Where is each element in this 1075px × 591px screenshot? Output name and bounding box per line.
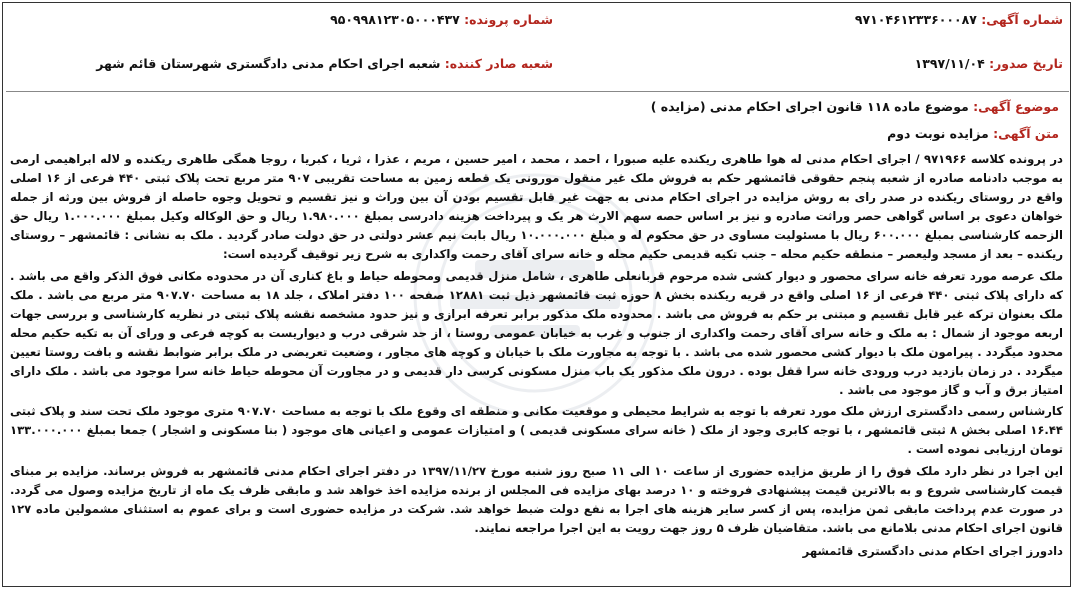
subject-label: موضوع آگهی: [973, 99, 1059, 114]
file-number [330, 12, 553, 27]
signature: دادورز اجرای احکام مدنی دادگستری قائمشهر [802, 543, 1063, 558]
issuer-value: شعبه اجرای احکام مدنی دادگستری شهرستان قائم شهر [96, 56, 441, 71]
issue-date-value: ۱۳۹۷/۱۱/۰۴ [914, 56, 985, 71]
ad-number [855, 12, 1063, 27]
paragraph-property: ملک عرصه مورد تعرفه خانه سرای محصور و دیوار کشی شده مرحوم قربانعلی طاهری ، شامل منزل قدیمی ومحوطه حیاط و باغ کناری آن در محدوده مکانی فوق الذکر واقع می باشد . که دارای پلاک ثبتی ۴۴۰ فرعی از ۱۶ اصلی واقع در قریه ریکنده بخش ۸ حوزه ثبت قائمشهر ذیل ثبت ۱۲۸۸۱ صفحه ۱۰۰ دفتر املاک ، جلد ۱۸ به مساحت ۹۰۷.۷۰ متر مربع می باشد . ملک ملک بعنوان ترکه غیر قابل تقسیم و مبتنی بر حکم به فروش می باشد . محدوده ملک مذکور برابر تعرفه ابرازی و نیز حدود مشخصه نقشه پلاک ثبتی در نظریه کارشناسی و بررسی جهات اربعه موجود از شمال : به ملک و خانه سرای آقای رحمت واکداری از جنوب و غرب به خیابان عمومی روستا ، از حد شرقی درب و دیواریست به کوچه فرعی و ورای آن به تکیه حکیم محله محدود میگردد . پیرامون ملک با دیوار کشی محصور شده می باشد . با توجه به مجاورت ملک با خیابان و کوچه های مجاور ، وضعیت تعریضی در ملک برابر ضوابط نقشه و بافت روستا تعیین میگردد . در زمان بازدید درب ورودی خانه سرا قفل بوده . درون ملک مذکور یک باب منزل مسکونی کرسی دار قدیمی و در مجاورت آن محوطه حیاط خانه سرا موجود می باشد . ملک دارای امتیاز برق و آب و گاز موجود می باشد . [10, 268, 1063, 398]
subject-value: موضوع ماده ۱۱۸ قانون اجرای احکام مدنی (مزایده ) [650, 99, 969, 114]
notice-text-heading [887, 126, 1059, 141]
ad-number-label: شماره آگهی: [981, 12, 1063, 27]
file-number-label: شماره پرونده: [464, 12, 553, 27]
paragraph-auction: این اجرا در نظر دارد ملک فوق را از طریق مزایده حضوری از ساعت ۱۰ الی ۱۱ صبح روز شنبه مورخ ۱۳۹۷/۱۱/۲۷ در دفتر اجرای احکام مدنی قائمشهر به فروش برساند. مزایده بر مبنای قیمت کارشناسی شروع و به بالاترین قیمت پیشنهادی فروخته و ۱۰ درصد بهای مزایده فی المجلس از برنده مزایده اخذ خواهد شد و مابقی ظرف یک ماه از تاریخ مزایده وصول می گردد. در صورت عدم پرداخت مابقی ثمن مزایده، پس از کسر سایر هزینه های اجرا به نفع دولت ضبط خواهد شد. شرکت در مزایده حضوری است و برای عموم به استثنای مشمولین ماده ۱۲۷ قانون اجرای احکام مدنی بلامانع می باشد. متقاضیان ظرف ۵ روز جهت رویت به این اجرا مراجعه نمایند. [10, 463, 1063, 535]
paragraph-valuation: کارشناس رسمی دادگستری ارزش ملک مورد تعرفه با توجه به شرایط محیطی و موقعیت مکانی و منطقه ای وقوع ملک با توجه به مساحت ۹۰۷.۷۰ متری موجود ملک تحت سند و پلاک ثبتی ۱۶.۴۴ اصلی بخش ۸ ثبتی قائمشهر ، با توجه کابری وجود از ملک ( خانه سرای مسکونی قدیمی ) و امتیازات عمومی و اعیانی های موجود ( بنا مسکونی و اشجار ) جمعا بمبلغ ۱۳۳.۰۰۰.۰۰۰ تومان ارزیابی نموده است . [10, 404, 1063, 457]
notice-body [10, 150, 1063, 561]
issue-date [915, 56, 1063, 71]
issuer [96, 56, 553, 71]
ad-number-value: ۹۷۱۰۴۶۱۲۳۳۶۰۰۰۸۷ [854, 12, 977, 27]
subject [651, 99, 1059, 114]
notice-header [8, 6, 1067, 90]
issuer-label: شعبه صادر کننده: [444, 56, 553, 71]
header-divider [6, 91, 1069, 92]
text-label: متن آگهی: [993, 126, 1059, 141]
text-value: مزایده نوبت دوم [887, 126, 989, 141]
issue-date-label: تاریخ صدور: [989, 56, 1063, 71]
paragraph-case: در پرونده کلاسه ۹۷۱۹۶۶ / اجرای احکام مدنی له هوا طاهری ریکنده علیه صبورا ، احمد ، محمد ، امیر حسین ، مریم ، عذرا ، ثریا ، کبریا ، روجا همگی طاهری ریکنده و لاله ابراهیمی ارمی به موجب دادنامه صادره از شعبه پنجم حقوقی قائمشهر حکم به فروش ملک غیر منقول مورونی یک قطعه زمین به مساحت تقریبی ۹۰۷ متر مربع تحت پلاک ثبتی ۴۴۰ فرعی از ۱۶ اصلی واقع در روستای ریکنده در صدر رای به روش مزایده در اجرای احکام مدنی به جهت غیر قابل تقسیم بودن آن بین وراث و نیز تقسیم و تحویل وجوه حاصله از فروش بین ورثه از جمله خواهان دعوی بر اساس گواهی حصر وراثت صادره و نیز بر اساس حصه سهم الارث هر یک و پیرداخت هزینه دادرسی بمبلغ ۱.۹۸۰.۰۰۰ ریال و حق الوکاله وکیل بمبلغ ۱.۰۰۰.۰۰۰ ریال حق الزحمه کارشناسی بمبلغ ۶۰۰.۰۰۰ ریال با مسئولیت مساوی در حق محکوم له و مبلغ ۱۰.۰۰۰.۰۰۰ ریال بابت نیم عشر دولتی در حق دولت صادر گردید . ملک به نشانی : قائمشهر – روستای ریکنده – بعد از مسجد ولیعصر – منطقه حکیم محله – جنب تکیه قدیمی حکیم محله و خانه سرای آقای رحمت واکداری به شرح زیر توقیف گردیده است: [10, 152, 1064, 262]
file-number-value: ۹۵۰۹۹۸۱۲۳۰۵۰۰۰۴۳۷ [330, 12, 460, 27]
